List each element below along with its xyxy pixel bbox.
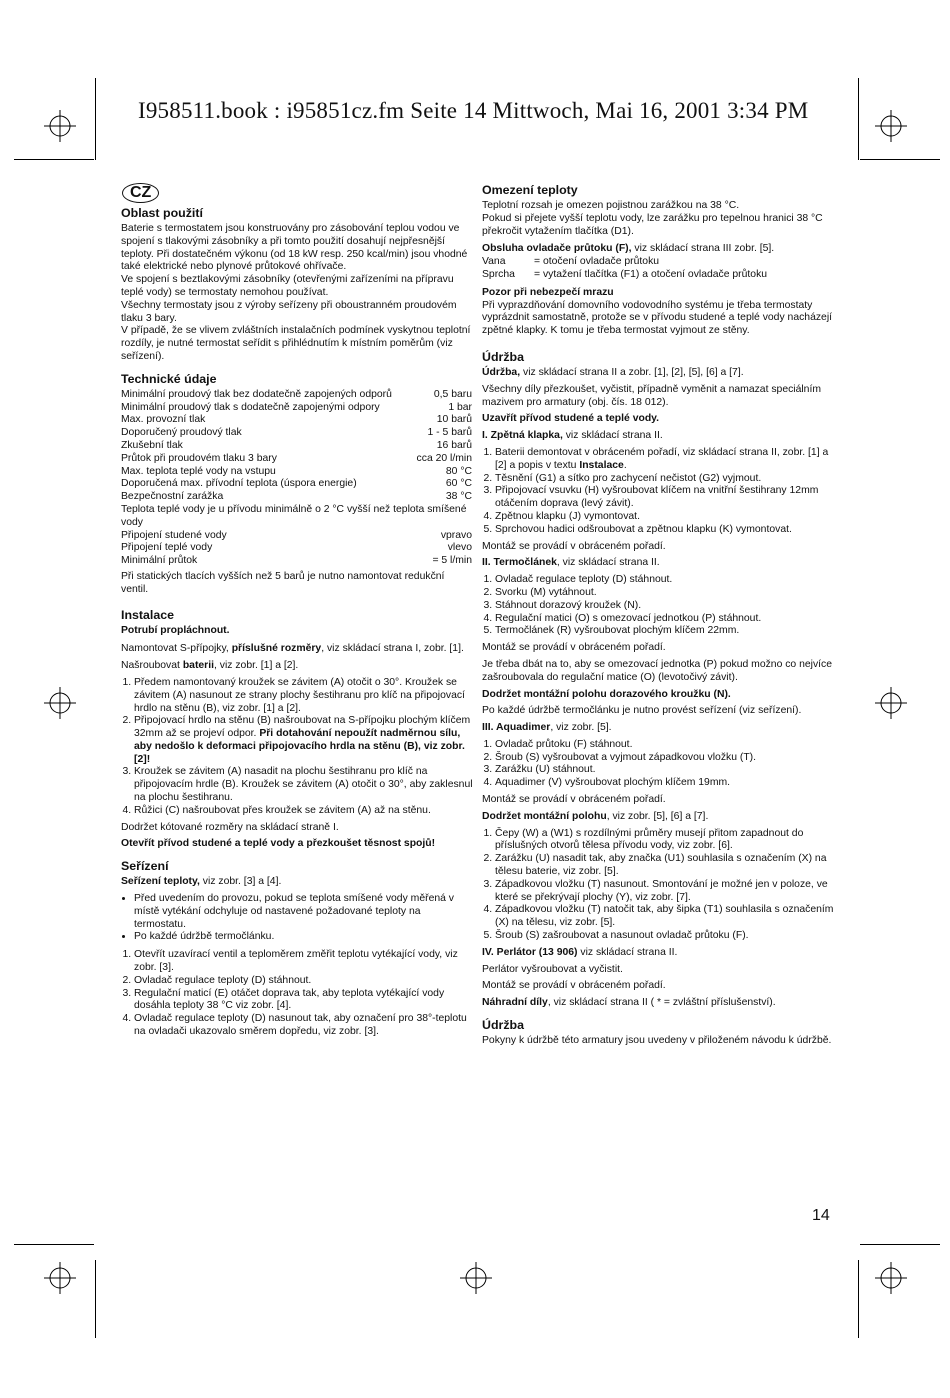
- paragraph: Při vyprazdňování domovního vodovodního systému je třeba termostaty vyprázdnit samostatně, protože se v přívodu studené a teplé vody nacházejí zpětné klapky. K tomu je třeba termostat vyjmout ze stěny.: [482, 299, 833, 337]
- spec-label: Doporučený proudový tlak: [121, 427, 242, 439]
- list-item: 5. Šroub (S) zašroubovat a nasunout ovladač průtoku (F).: [495, 930, 834, 943]
- paragraph: Všechny díly přezkoušet, vyčistit, případně vyměnit a namazat speciálním mazivem pro armatury (obj. čís. 18 012).: [482, 383, 822, 408]
- crop-mark: [858, 1260, 859, 1338]
- list-item: 3. Stáhnout dorazový kroužek (N).: [495, 600, 834, 613]
- list-item: 4. Růžici (C) našroubovat přes kroužek se závitem (A) až na stěnu.: [134, 805, 473, 818]
- mode-row: Vana = otočení ovladače průtoku: [482, 256, 660, 268]
- list-item: 1. Baterii demontovat v obráceném pořadí, viz skládací strana II, zobr. [1] a [2] a popis v textu Instalace.: [495, 447, 834, 473]
- section-title-serizeni: Seřízení: [121, 859, 169, 874]
- mode-row: Sprcha = vytažení tlačítka (F1) a otočení ovladače průtoku: [482, 268, 768, 280]
- list-item: 1. Otevřít uzavírací ventil a teploměrem změřit teplotu vytékající vody, viz zobr. [3].: [134, 949, 473, 975]
- paragraph: Pokyny k údržbě této armatury jsou uvedeny v přiloženém návodu k údržbě.: [482, 1035, 832, 1047]
- tech-spec-table-2: [121, 530, 472, 568]
- list-item: 3. Zarážku (U) stáhnout.: [495, 764, 834, 777]
- paragraph: Je třeba dbát na to, aby se omezovací jednotka (P) pokud možno co nejvíce zašroubovala do regulační matice (O) (levotočivý závit).: [482, 658, 833, 683]
- spec-row: [121, 555, 472, 568]
- paragraph: Při statických tlacích vyšších než 5 barů je nutno namontovat redukční ventil.: [121, 570, 445, 595]
- right-column: [482, 183, 834, 1052]
- crop-mark: [14, 1244, 94, 1245]
- bold-paragraph: Dodržet montážní polohu dorazového kroužku (N).: [482, 688, 731, 700]
- spec-label: Max. provozní tlak: [121, 414, 206, 426]
- registration-mark-icon: [44, 687, 76, 719]
- registration-mark-icon: [460, 1262, 492, 1294]
- spec-row: [121, 440, 472, 453]
- spec-value: vpravo: [440, 529, 472, 541]
- list-item: • Po každé údržbě termočlánku.: [134, 931, 473, 944]
- paragraph: Teplotní rozsah je omezen pojistnou zarážkou na 38 °C.: [482, 200, 740, 211]
- list-item: 5. Sprchovou hadici odšroubovat a zpětnou klapku (K) vymontovat.: [495, 524, 834, 537]
- subheading: Potrubí propláchnout.: [121, 624, 230, 636]
- list-item: 3. Regulační maticí (E) otáčet doprava tak, aby teplota vytékající vody dosáhla teploty 38 °C viz zobr. [4].: [134, 988, 473, 1014]
- termoclanek-steps: [482, 574, 834, 638]
- list-item: 4. Ovladač regulace teploty (D) nasunout tak, aby označení pro 38°-teplotu na ovladači ukazovalo směrem dopředu, viz zobr. [3].: [134, 1013, 473, 1039]
- paragraph: Náhradní díly, viz skládací strana II ( * = zvláštní příslušenství).: [482, 997, 776, 1009]
- spec-label: Minimální průtok: [121, 555, 198, 567]
- print-header: I958511.book : i95851cz.fm Seite 14 Mittwoch, Mai 16, 2001 3:34 PM: [138, 98, 809, 123]
- spec-label: Max. teplota teplé vody na vstupu: [121, 465, 276, 477]
- section-title-omezeni: Omezení teploty: [482, 183, 578, 197]
- bold-paragraph: Uzavřít přívod studené a teplé vody.: [482, 413, 660, 425]
- section-title-tech: Technické údaje: [121, 371, 217, 386]
- list-item: 1. Čepy (W) a (W1) s rozdílnými průměry musejí přitom zapadnout do příslušných otvorů tělesa přívodu vody, viz zobr. [6].: [495, 828, 834, 854]
- section-title-instalace: Instalace: [121, 607, 175, 622]
- spec-row: [121, 414, 472, 427]
- registration-mark-icon: [875, 1262, 907, 1294]
- list-item: 4. Aquadimer (V) vyšroubovat plochým klíčem 19mm.: [495, 777, 834, 790]
- spec-row: [121, 478, 472, 491]
- paragraph: Údržba, viz skládací strana II a zobr. [1], [2], [5], [6] a [7].: [482, 366, 744, 378]
- list-item: 3. Kroužek se závitem (A) nasadit na plochu šestihranu pro klíč na připojovacím hrdle (B). Kroužek se závitem (A) otočit o 30°, aby zaklesnul na plochu šestihranu.: [134, 766, 473, 804]
- spec-row: [121, 402, 472, 415]
- list-item: • Před uvedením do provozu, pokud se teplota smíšené vody měřená v místě vytékání odchyluje od nastavené požadované teploty na termostatu.: [134, 893, 473, 931]
- spec-value: 60 °C: [445, 478, 472, 490]
- paragraph: Ve spojení s beztlakovými zásobníky (otevřenými zařízeními na přípravu teplé vody) se termostaty nemohou používat.: [121, 274, 454, 298]
- list-item: 2. Svorku (M) vytáhnout.: [495, 587, 834, 600]
- paragraph: Seřízení teploty, viz zobr. [3] a [4].: [121, 876, 282, 888]
- crop-mark: [860, 1244, 940, 1245]
- list-item: 1. Předem namontovaný kroužek se závitem (A) otočit o 30°. Kroužek se závitem (A) nasunout ze strany plochy šestihranu pro klíč na připojovací hrdlo na stěnu (B), viz zobr. [1] a [2].: [134, 677, 473, 715]
- spec-value: 0,5 baru: [433, 388, 472, 400]
- list-item: 2. Připojovací hrdlo na stěnu (B) našroubovat na S-přípojku plochým klíčem 32mm až se projeví odpor. Při dotahování nepoužít nadměrnou sílu, aby nedošlo k deformaci připojovacího hrdla na stěnu (B), viz zobr. [2]!: [134, 715, 473, 766]
- crop-mark: [858, 78, 859, 160]
- spec-row: [121, 542, 472, 555]
- paragraph: IV. Perlátor (13 906) viz skládací strana II.: [482, 946, 678, 958]
- montazni-poloha-steps: [482, 828, 834, 943]
- spec-label: Průtok při proudovém tlaku 3 bary: [121, 452, 277, 464]
- paragraph: III. Aquadimer, viz zobr. [5].: [482, 722, 612, 734]
- spec-row: [121, 530, 472, 543]
- paragraph: Namontovat S-přípojky, příslušné rozměry, viz skládací strana I, zobr. [1].: [121, 643, 464, 655]
- section-title-oblast: Oblast použití: [121, 206, 203, 220]
- paragraph: Montáž se provádí v obráceném pořadí.: [482, 980, 666, 992]
- paragraph: Montáž se provádí v obráceném pořadí.: [482, 794, 666, 806]
- paragraph: Dodržet kótované rozměry na skládací straně I.: [121, 821, 339, 833]
- paragraph: Obsluha ovladače průtoku (F), viz skládací strana III zobr. [5].: [482, 243, 775, 255]
- spec-label: Minimální proudový tlak bez dodatečně zapojených odporů: [121, 388, 392, 400]
- spec-value: 16 barů: [436, 439, 472, 451]
- spec-row: [121, 466, 472, 479]
- registration-mark-icon: [875, 687, 907, 719]
- serizeni-steps-list: [121, 949, 473, 1039]
- paragraph: Montáž se provádí v obráceném pořadí.: [482, 642, 666, 654]
- zpetna-klapka-steps: [482, 447, 834, 537]
- list-item: 1. Ovladač průtoku (F) stáhnout.: [495, 739, 834, 752]
- crop-mark: [14, 159, 94, 160]
- paragraph: Dodržet montážní polohu, viz zobr. [5], [6] a [7].: [482, 810, 709, 822]
- paragraph: II. Termočlánek, viz skládací strana II.: [482, 557, 660, 569]
- list-item: 4. Regulační matici (O) s omezovací jednotkou (P) stáhnout.: [495, 613, 834, 626]
- list-item: 3. Západkovou vložku (T) nasunout. Smontování je možné jen v poloze, ve které se překrývají plochy (Y), viz zobr. [7].: [495, 879, 834, 905]
- spec-row: [121, 427, 472, 440]
- spec-label: Bezpečnostní zarážka: [121, 491, 224, 503]
- spec-value: 1 bar: [448, 401, 472, 413]
- registration-mark-icon: [44, 110, 76, 142]
- language-badge: CZ: [122, 183, 159, 203]
- paragraph: Po každé údržbě termočlánku je nutno provést seřízení (viz seřízení).: [482, 705, 802, 717]
- paragraph: Všechny termostaty jsou z výroby seřízeny při oboustranném proudovém tlaku 3 bary.: [121, 299, 457, 324]
- registration-mark-icon: [44, 1262, 76, 1294]
- paragraph: V případě, že se vlivem zvláštních instalačních podmínek vyskytnou teplotní rozdíly, je nutné termostat seřídit s přihlédnutím k místním poměrům (viz seřízení).: [121, 325, 471, 362]
- paragraph: Našroubovat baterii, viz zobr. [1] a [2].: [121, 660, 299, 672]
- spec-row: [121, 453, 472, 466]
- bold-paragraph: Otevřít přívod studené a teplé vody a přezkoušet těsnost spojů!: [121, 838, 436, 850]
- spec-value: 10 barů: [436, 414, 472, 426]
- spec-label: Zkušební tlak: [121, 439, 183, 451]
- spec-value: cca 20 l/min: [416, 452, 472, 464]
- list-item: 2. Šroub (S) vyšroubovat a vyjmout západkovou vložku (T).: [495, 752, 834, 765]
- spec-label: Připojení studené vody: [121, 529, 227, 541]
- paragraph: Perlátor vyšroubovat a vyčistit.: [482, 963, 623, 975]
- section-title-udrzba-2: Údržba: [482, 1018, 524, 1033]
- spec-row: [121, 389, 472, 402]
- spec-value: = 5 l/min: [432, 555, 472, 567]
- spec-value: 38 °C: [445, 491, 472, 503]
- crop-mark: [95, 78, 96, 160]
- crop-mark: [860, 159, 940, 160]
- list-item: 4. Zpětnou klapku (J) vymontovat.: [495, 511, 834, 524]
- list-item: 5. Termočlánek (R) vyšroubovat plochým klíčem 22mm.: [495, 625, 834, 638]
- page-number: 14: [812, 1207, 830, 1224]
- list-item: 1. Ovladač regulace teploty (D) stáhnout.: [495, 574, 834, 587]
- list-item: 2. Ovladač regulace teploty (D) stáhnout.: [134, 975, 473, 988]
- paragraph: I. Zpětná klapka, viz skládací strana II.: [482, 430, 663, 442]
- spec-row: [121, 491, 472, 504]
- spec-label: Minimální proudový tlak s dodatečně zapojenými odpory: [121, 401, 380, 413]
- paragraph: Montáž se provádí v obráceném pořadí.: [482, 540, 666, 552]
- section-title-udrzba: Údržba: [482, 349, 524, 364]
- list-item: 2. Těsnění (G1) a sítko pro zachycení nečistot (G2) vyjmout.: [495, 473, 834, 486]
- tech-spec-table: [121, 389, 472, 504]
- registration-mark-icon: [875, 110, 907, 142]
- install-steps-list: [121, 677, 473, 818]
- spec-label: Doporučená max. přívodní teplota (úspora energie): [121, 478, 357, 490]
- spec-value: 1 - 5 barů: [427, 427, 472, 439]
- serizeni-bullets: [121, 893, 473, 944]
- paragraph: Teplota teplé vody je u přívodu minimálně o 2 °C vyšší než teplota smíšené vody: [121, 503, 467, 528]
- subheading: Pozor při nebezpečí mrazu: [482, 286, 614, 298]
- left-column: [121, 183, 473, 1043]
- list-item: 4. Západkovou vložku (T) natočit tak, aby šipka (T1) souhlasila s označením (X) na tělesu, viz zobr. [5].: [495, 904, 834, 930]
- list-item: 3. Připojovací vsuvku (H) vyšroubovat klíčem na vnitřní šestihrany 12mm otáčením doprava (levý závit).: [495, 485, 834, 511]
- spec-label: Připojení teplé vody: [121, 542, 213, 554]
- paragraph: Baterie s termostatem jsou konstruovány pro zásobování teplou vodou ve spojení s tlakovými zásobníky a při tomto použití dosahují nejpřesnější teploty. Při dostatečném výkonu (od 18 kW resp. 250 kcal/min) jsou vhodné také elektrické nebo plynové průtokové ohřívače.: [121, 223, 468, 273]
- list-item: 2. Zarážku (U) nasadit tak, aby značka (U1) souhlasila s označením (X) na tělesu baterie, viz zobr. [5].: [495, 853, 834, 879]
- paragraph: Pokud si přejete vyšší teplotu vody, lze zarážku pro tepelnou hranici 38 °C překročit vytažením tlačítka (D1).: [482, 212, 823, 237]
- spec-value: vlevo: [447, 542, 472, 554]
- aquadimer-steps: [482, 739, 834, 790]
- crop-mark: [95, 1260, 96, 1338]
- spec-value: 80 °C: [445, 465, 472, 477]
